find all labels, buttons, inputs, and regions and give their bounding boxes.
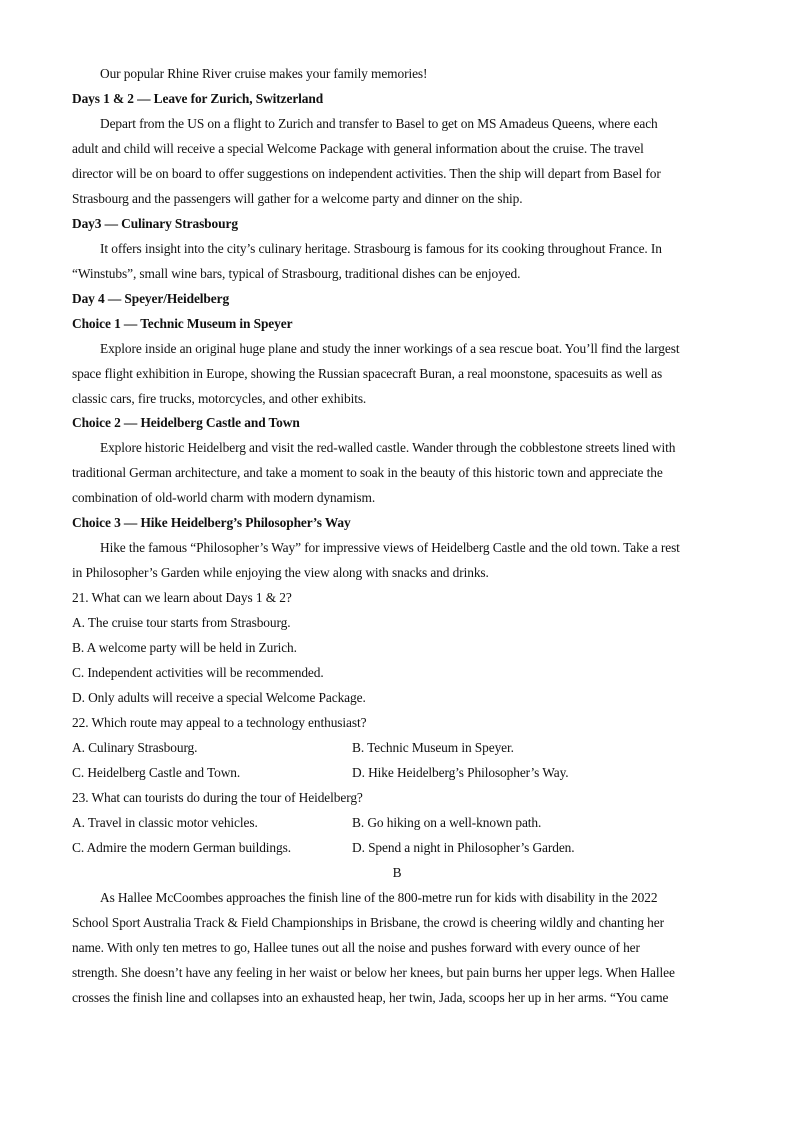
question-23-option-c: C. Admire the modern German buildings. [72,840,291,855]
day3-line: “Winstubs”, small wine bars, typical of Strasbourg, traditional dishes can be enjoyed. [72,266,521,281]
choice1-heading: Choice 1 — Technic Museum in Speyer [72,316,293,331]
choice2-line: Explore historic Heidelberg and visit the red-walled castle. Wander through the cobblestone streets lined with [100,440,676,455]
question-21-option-c: C. Independent activities will be recommended. [72,665,324,680]
choice3-heading: Choice 3 — Hike Heidelberg’s Philosopher’s Way [72,515,351,530]
question-21-option-a: A. The cruise tour starts from Strasbourg. [72,615,291,630]
question-23-option-d: D. Spend a night in Philosopher’s Garden. [352,840,575,855]
day12-line: Strasbourg and the passengers will gather for a welcome party and dinner on the ship. [72,191,523,206]
passage-b-line: strength. She doesn’t have any feeling in her waist or below her knees, but pain burns her upper legs. When Hallee [72,965,675,980]
choice2-heading: Choice 2 — Heidelberg Castle and Town [72,415,300,430]
question-21-option-d: D. Only adults will receive a special Welcome Package. [72,690,366,705]
choice2-line: traditional German architecture, and take a moment to soak in the beauty of this historic town and appreciate the [72,465,663,480]
passage-b-line: School Sport Australia Track & Field Championships in Brisbane, the crowd is cheering wildly and chanting her [72,915,664,930]
question-22-option-d: D. Hike Heidelberg’s Philosopher’s Way. [352,765,569,780]
question-21-option-b: B. A welcome party will be held in Zurich. [72,640,297,655]
intro-line: Our popular Rhine River cruise makes your family memories! [100,66,428,81]
choice2-line: combination of old-world charm with modern dynamism. [72,490,376,505]
passage-b-line: As Hallee McCoombes approaches the finish line of the 800-metre run for kids with disability in the 2022 [100,890,658,905]
question-22-option-c: C. Heidelberg Castle and Town. [72,765,241,780]
day3-line: It offers insight into the city’s culinary heritage. Strasbourg is famous for its cooking throughout France. In [100,241,662,256]
choice1-line: classic cars, fire trucks, motorcycles, and other exhibits. [72,391,367,406]
question-23-option-a: A. Travel in classic motor vehicles. [72,815,258,830]
choice3-line: Hike the famous “Philosopher’s Way” for impressive views of Heidelberg Castle and the old town. Take a rest [100,540,680,555]
question-21-stem: 21. What can we learn about Days 1 & 2? [72,590,292,605]
question-23-stem: 23. What can tourists do during the tour of Heidelberg? [72,790,363,805]
question-22-stem: 22. Which route may appeal to a technology enthusiast? [72,715,367,730]
question-23-option-b: B. Go hiking on a well-known path. [352,815,542,830]
choice1-line: space flight exhibition in Europe, showing the Russian spacecraft Buran, a real moonstone, spacesuits as well as [72,366,663,381]
passage-b-line: crosses the finish line and collapses into an exhausted heap, her twin, Jada, scoops her up in her arms. “You came [72,990,669,1005]
question-22-option-b: B. Technic Museum in Speyer. [352,740,514,755]
passage-b-line: name. With only ten metres to go, Hallee tunes out all the noise and pushes forward with every ounce of her [72,940,640,955]
question-22-option-a: A. Culinary Strasbourg. [72,740,198,755]
day12-heading: Days 1 & 2 — Leave for Zurich, Switzerland [72,91,324,106]
day12-line: director will be on board to offer suggestions on independent activities. Then the ship will depart from Basel for [72,166,661,181]
day4-heading: Day 4 — Speyer/Heidelberg [72,291,230,306]
passage-b-label: B [392,865,402,880]
choice1-line: Explore inside an original huge plane and study the inner workings of a sea rescue boat. You’ll find the largest [100,341,680,356]
choice3-line: in Philosopher’s Garden while enjoying the view along with snacks and drinks. [72,565,489,580]
day12-line: Depart from the US on a flight to Zurich and transfer to Basel to get on MS Amadeus Queens, where each [100,116,658,131]
day12-line: adult and child will receive a special Welcome Package with general information about the cruise. The travel [72,141,644,156]
day3-heading: Day3 — Culinary Strasbourg [72,216,238,231]
